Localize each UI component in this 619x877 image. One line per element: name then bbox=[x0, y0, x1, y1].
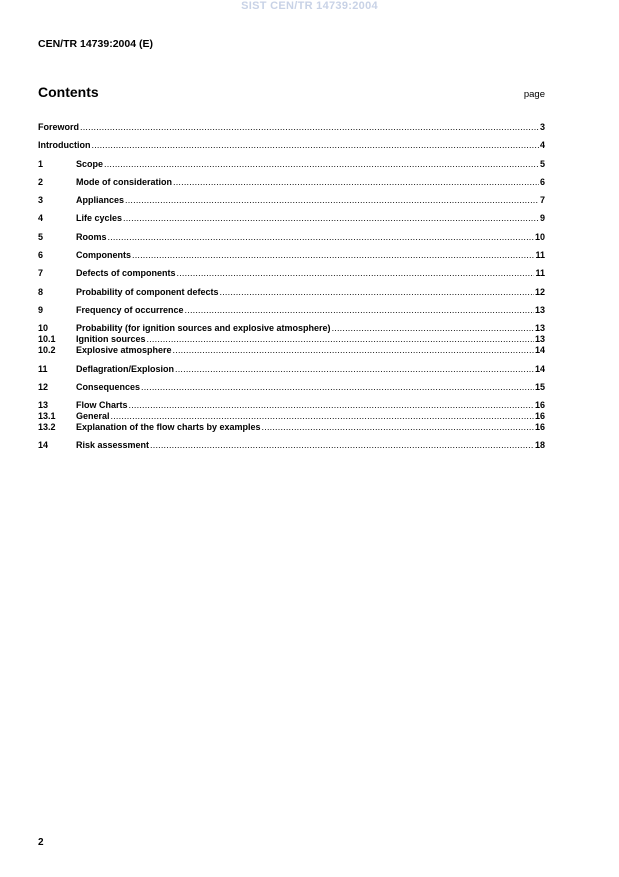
toc-entry-number: 13.2 bbox=[38, 422, 56, 433]
toc-entry-general[interactable] bbox=[38, 411, 545, 422]
toc-entry-number: 10.2 bbox=[38, 345, 56, 356]
dot-leader bbox=[220, 287, 534, 298]
toc-entry-risk-assessment[interactable] bbox=[38, 440, 545, 451]
contents-heading: Contents bbox=[38, 84, 99, 100]
dot-leader bbox=[173, 345, 534, 356]
toc-entry-title: Probability (for ignition sources and explosive atmosphere) bbox=[76, 323, 331, 334]
toc-entry-consequences[interactable] bbox=[38, 382, 545, 393]
toc-entry-page: 11 bbox=[535, 268, 545, 279]
toc-entry-page: 9 bbox=[539, 213, 545, 224]
toc-entry-title: Defects of components bbox=[76, 268, 176, 279]
toc-entry-deflagration-explosion[interactable] bbox=[38, 364, 545, 375]
toc-entry-title: General bbox=[76, 411, 110, 422]
dot-leader bbox=[80, 122, 539, 133]
toc-entry-page: 7 bbox=[539, 195, 545, 206]
toc-entry-number: 5 bbox=[38, 231, 44, 242]
dot-leader bbox=[125, 195, 539, 206]
dot-leader bbox=[177, 268, 535, 279]
toc-entry-scope[interactable] bbox=[38, 159, 545, 170]
toc-entry-title: Consequences bbox=[76, 381, 141, 392]
toc-entry-components[interactable] bbox=[38, 250, 545, 261]
toc-entry-number: 10.1 bbox=[38, 334, 56, 345]
toc-entry-title: Flow Charts bbox=[76, 400, 128, 411]
document-id: CEN/TR 14739:2004 (E) bbox=[38, 38, 153, 50]
dot-leader bbox=[150, 440, 534, 451]
toc-entry-appliances[interactable] bbox=[38, 195, 545, 206]
toc-entry-title: Introduction bbox=[38, 140, 91, 151]
toc-entry-page: 13 bbox=[534, 304, 545, 315]
dot-leader bbox=[262, 422, 534, 433]
dot-leader bbox=[185, 305, 534, 316]
toc-entry-number: 3 bbox=[38, 195, 44, 206]
toc-entry-page: 6 bbox=[539, 176, 545, 187]
toc-entry-life-cycles[interactable] bbox=[38, 213, 545, 224]
toc-entry-page: 16 bbox=[534, 411, 545, 422]
toc-entry-title: Components bbox=[76, 250, 131, 261]
toc-entry-number: 13.1 bbox=[38, 411, 56, 422]
toc-entry-title: Frequency of occurrence bbox=[76, 304, 184, 315]
dot-leader bbox=[129, 400, 534, 411]
toc-entry-ignition-sources[interactable] bbox=[38, 334, 545, 345]
toc-entry-defects-of-components[interactable] bbox=[38, 268, 545, 279]
toc-entry-number: 14 bbox=[38, 440, 49, 451]
toc-entry-rooms[interactable] bbox=[38, 232, 545, 243]
dot-leader bbox=[173, 177, 539, 188]
toc-entry-page: 16 bbox=[534, 400, 545, 411]
dot-leader bbox=[175, 364, 534, 375]
dot-leader bbox=[147, 334, 534, 345]
toc-entry-explosive-atmosphere[interactable] bbox=[38, 345, 545, 356]
watermark: SIST CEN/TR 14739:2004 bbox=[241, 0, 378, 12]
dot-leader bbox=[108, 232, 534, 243]
toc-entry-page: 13 bbox=[534, 323, 545, 334]
page-number: 2 bbox=[38, 837, 44, 848]
toc-entry-page: 18 bbox=[534, 440, 545, 451]
toc-entry-number: 7 bbox=[38, 268, 44, 279]
toc-entry-title: Rooms bbox=[76, 231, 107, 242]
toc-entry-page: 13 bbox=[534, 334, 545, 345]
toc-entry-title: Appliances bbox=[76, 195, 125, 206]
toc-entry-probability-of-component-defects[interactable] bbox=[38, 287, 545, 298]
toc-entry-page: 12 bbox=[534, 286, 545, 297]
toc-entry-page: 3 bbox=[539, 122, 545, 132]
toc-entry-mode-of-consideration[interactable] bbox=[38, 177, 545, 188]
toc-entry-page: 14 bbox=[534, 363, 545, 374]
toc-entry-number: 4 bbox=[38, 213, 44, 224]
toc-entry-title: Risk assessment bbox=[76, 440, 150, 451]
toc-entry-foreword[interactable] bbox=[38, 122, 545, 133]
toc-entry-introduction[interactable] bbox=[38, 140, 545, 151]
toc-entry-number: 9 bbox=[38, 304, 44, 315]
toc-entry-title: Foreword bbox=[38, 122, 80, 132]
toc-entry-title: Explosive atmosphere bbox=[76, 345, 172, 356]
dot-leader bbox=[141, 382, 534, 393]
toc-entry-title: Mode of consideration bbox=[76, 176, 173, 187]
toc-entry-number: 12 bbox=[38, 381, 49, 392]
toc-entry-page: 10 bbox=[534, 231, 545, 242]
toc-entry-title: Explanation of the flow charts by examples bbox=[76, 422, 261, 433]
toc-entry-page: 14 bbox=[534, 345, 545, 356]
dot-leader bbox=[332, 323, 534, 334]
toc-entry-title: Deflagration/Explosion bbox=[76, 363, 175, 374]
toc-entry-number: 13 bbox=[38, 400, 49, 411]
page-column-label: page bbox=[523, 89, 545, 100]
dot-leader bbox=[123, 213, 539, 224]
toc-entry-title: Scope bbox=[76, 158, 104, 169]
toc-entry-title: Ignition sources bbox=[76, 334, 146, 345]
toc-entry-page: 15 bbox=[534, 381, 545, 392]
toc-entry-page: 16 bbox=[534, 422, 545, 433]
toc-entry-frequency-of-occurrence[interactable] bbox=[38, 305, 545, 316]
dot-leader bbox=[104, 159, 539, 170]
toc-entry-title: Probability of component defects bbox=[76, 286, 219, 297]
toc-entry-flow-charts[interactable] bbox=[38, 400, 545, 411]
toc-entry-number: 10 bbox=[38, 323, 49, 334]
toc-entry-title: Life cycles bbox=[76, 213, 123, 224]
dot-leader bbox=[132, 250, 534, 261]
toc-entry-number: 6 bbox=[38, 250, 44, 261]
toc-entry-number: 1 bbox=[38, 158, 44, 169]
toc-entry-number: 2 bbox=[38, 176, 44, 187]
toc-entry-number: 11 bbox=[38, 363, 48, 374]
dot-leader bbox=[92, 140, 539, 151]
toc-entry-page: 11 bbox=[535, 250, 545, 261]
toc-entry-explanation-of-flow-charts[interactable] bbox=[38, 422, 545, 433]
toc-entry-page: 5 bbox=[539, 158, 545, 169]
dot-leader bbox=[111, 411, 534, 422]
toc-entry-probability[interactable] bbox=[38, 323, 545, 334]
table-of-contents bbox=[38, 122, 545, 459]
toc-entry-page: 4 bbox=[539, 140, 545, 151]
toc-entry-number: 8 bbox=[38, 286, 44, 297]
